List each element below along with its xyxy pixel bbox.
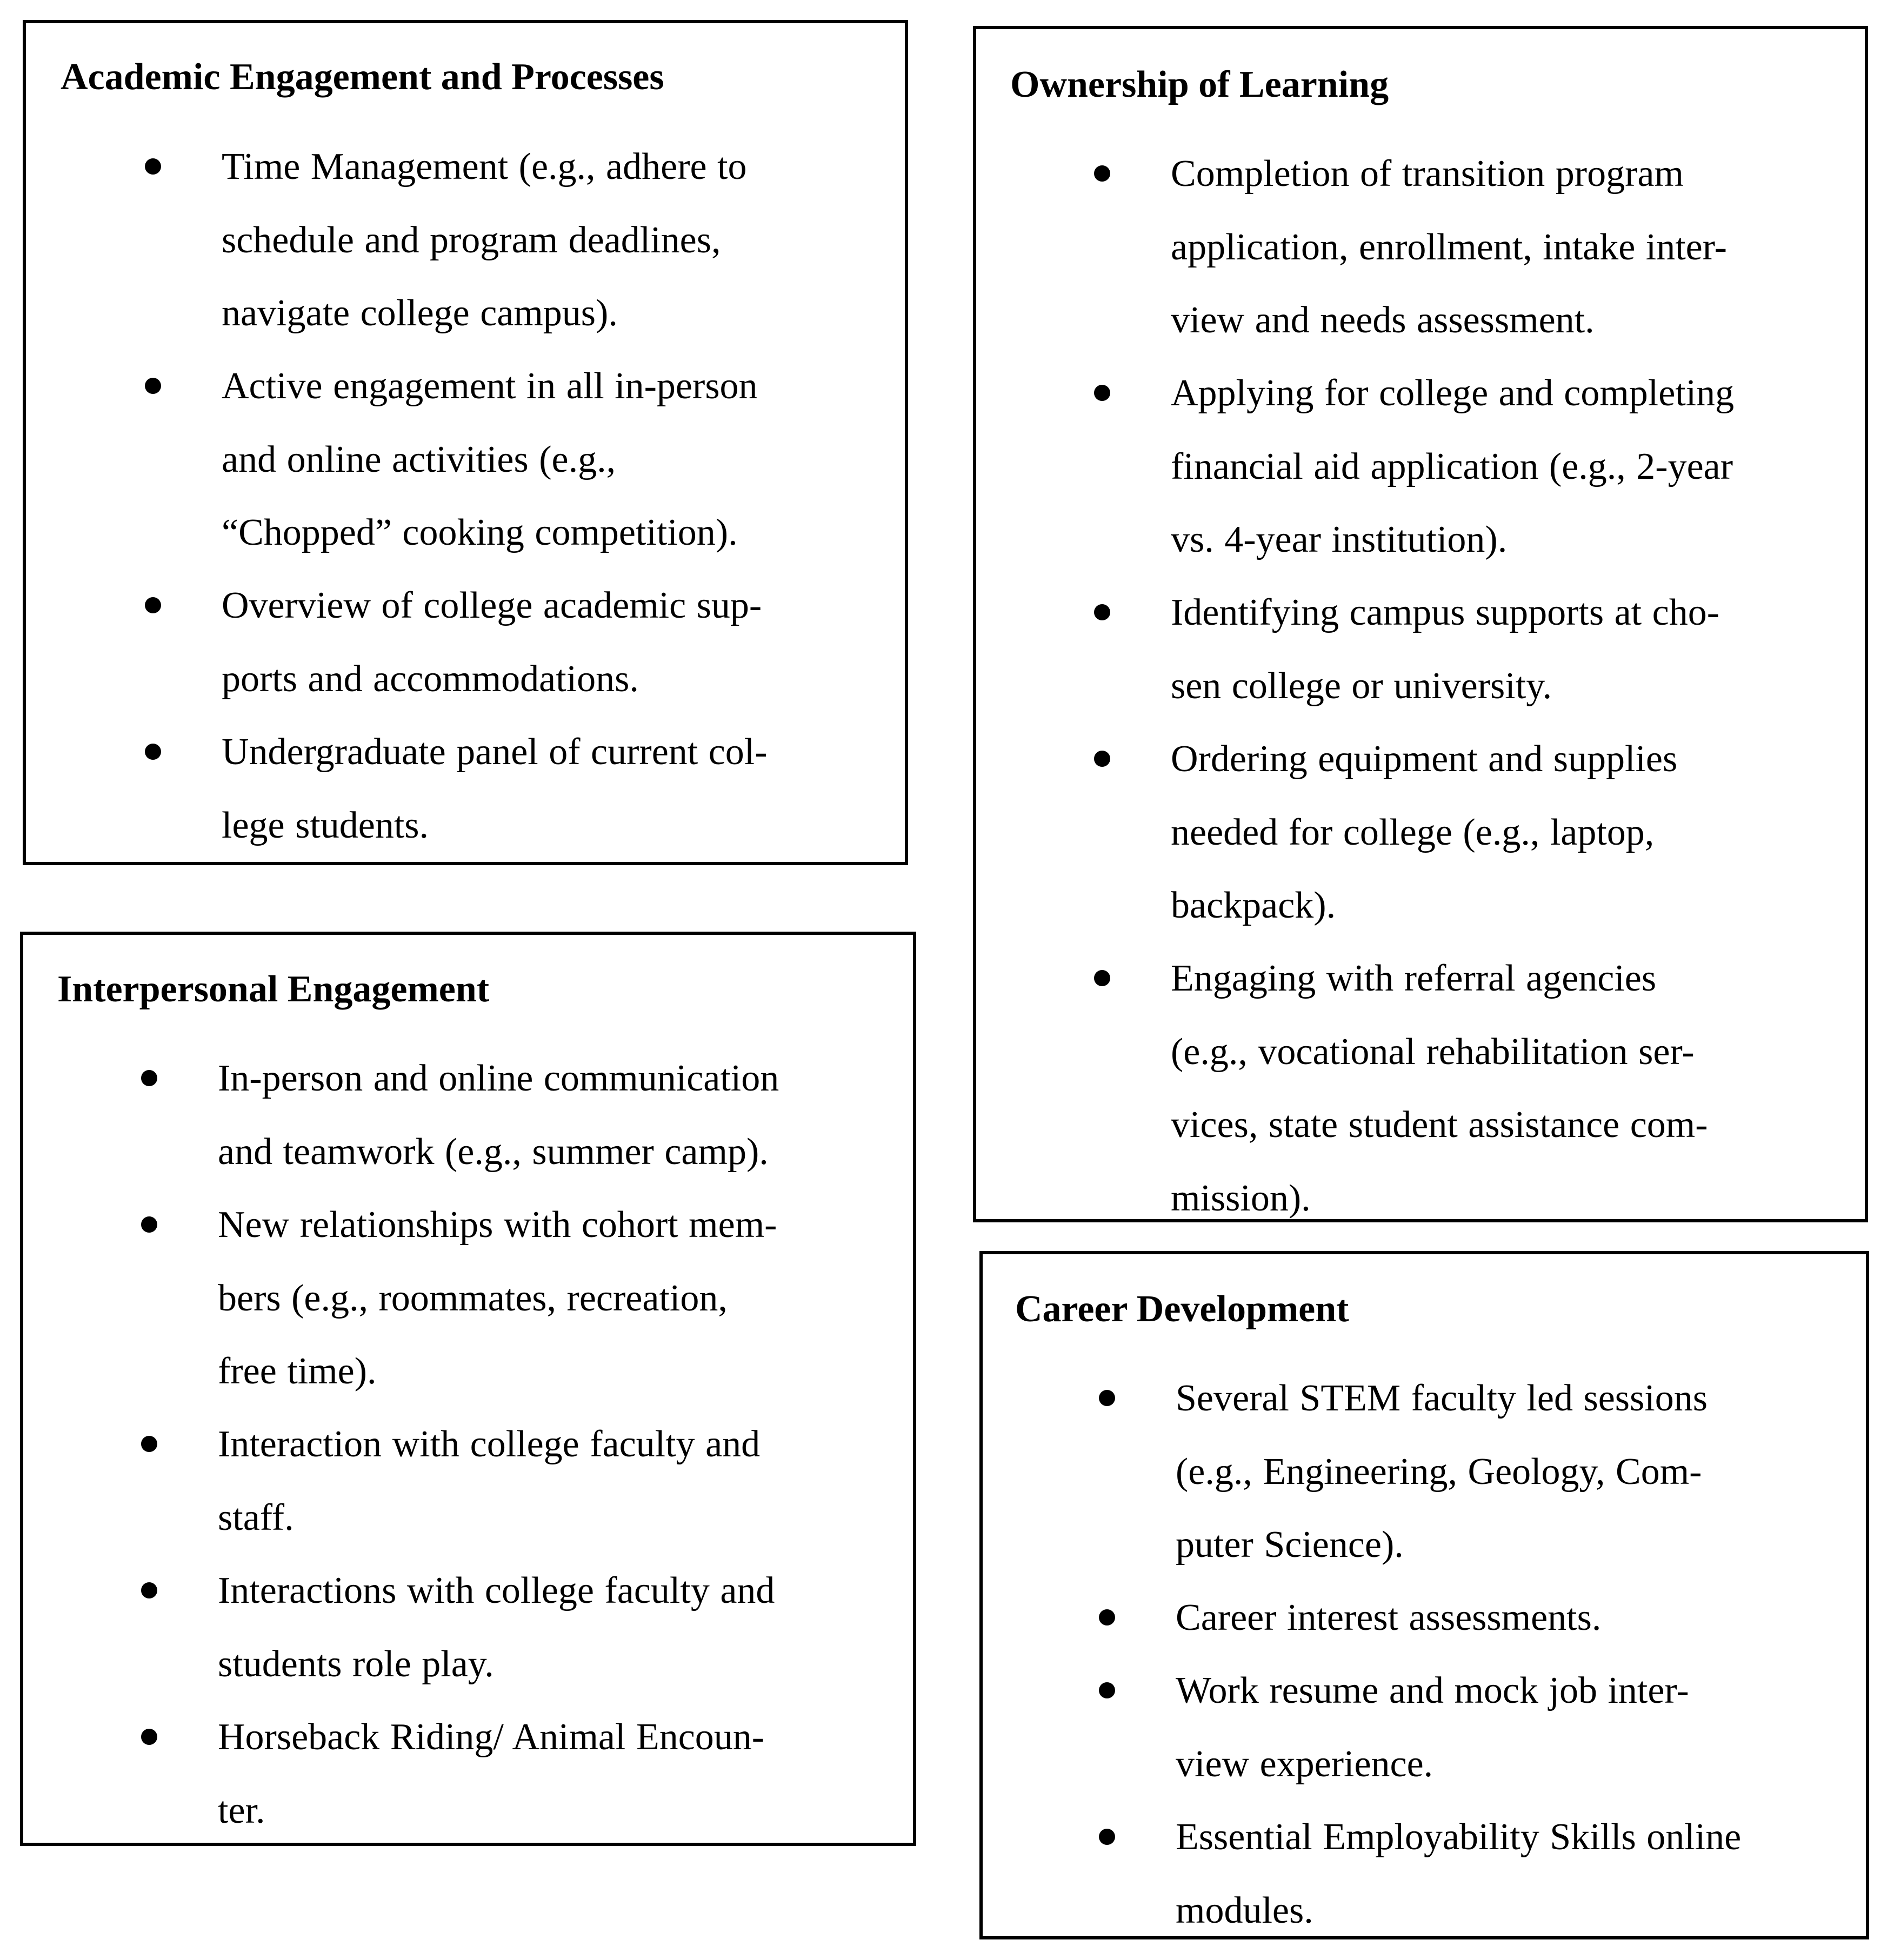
box-title: Interpersonal Engagement bbox=[57, 968, 490, 1010]
item-text-line: navigate college campus). bbox=[222, 292, 618, 334]
item-text-line: sen college or university. bbox=[1171, 665, 1552, 707]
bullet-icon bbox=[1094, 385, 1110, 401]
item-text-line: vs. 4-year institution). bbox=[1171, 519, 1508, 560]
item-text bbox=[218, 1408, 913, 1554]
bullet-icon bbox=[1094, 751, 1110, 767]
bullet-icon bbox=[141, 1216, 157, 1233]
bullet-icon bbox=[1099, 1609, 1115, 1625]
item-text-line: view and needs assessment. bbox=[1171, 299, 1595, 341]
item-text bbox=[222, 715, 905, 862]
bullet-icon bbox=[145, 744, 161, 760]
item-text-line: Several STEM faculty led sessions bbox=[1176, 1377, 1708, 1419]
box-academic-engagement bbox=[23, 20, 908, 865]
item-text-line: In-person and online communication bbox=[218, 1058, 779, 1099]
item-text-line: Applying for college and completing bbox=[1171, 372, 1735, 414]
box-title: Academic Engagement and Processes bbox=[61, 56, 664, 98]
item-text-line: Horseback Riding/ Animal Encoun- bbox=[218, 1716, 765, 1758]
item-text-line: Interactions with college faculty and bbox=[218, 1570, 775, 1611]
bullet-icon bbox=[145, 378, 161, 394]
item-text-line: and teamwork (e.g., summer camp). bbox=[218, 1130, 769, 1173]
item-text-line: Undergraduate panel of current col- bbox=[222, 731, 768, 773]
item-text bbox=[1171, 723, 1865, 942]
item-text-line: Essential Employability Skills online bbox=[1176, 1816, 1742, 1858]
item-text-line: Engaging with referral agencies bbox=[1171, 958, 1657, 999]
item-text-line: puter Science). bbox=[1176, 1524, 1404, 1566]
box-title: Career Development bbox=[1015, 1288, 1349, 1330]
item-text bbox=[218, 1701, 913, 1847]
bullet-icon bbox=[141, 1582, 157, 1598]
item-text bbox=[222, 569, 905, 715]
item-text-line: Work resume and mock job inter- bbox=[1176, 1670, 1689, 1711]
bullet-icon bbox=[145, 597, 161, 613]
item-text-line: and online activities (e.g., bbox=[222, 438, 616, 480]
item-text-line: Career interest assessments. bbox=[1176, 1597, 1602, 1638]
item-text-line: staff. bbox=[218, 1496, 294, 1538]
item-text-line: Identifying campus supports at cho- bbox=[1171, 592, 1720, 633]
bullet-icon bbox=[1099, 1682, 1115, 1698]
box-title: Ownership of Learning bbox=[1010, 64, 1389, 105]
item-text bbox=[1176, 1654, 1866, 1801]
item-text-line: schedule and program deadlines, bbox=[222, 219, 721, 261]
bullet-icon bbox=[1094, 970, 1110, 986]
item-text-line: vices, state student assistance com- bbox=[1171, 1104, 1708, 1146]
item-text bbox=[218, 1554, 913, 1701]
item-text-line: mission). bbox=[1171, 1177, 1311, 1219]
item-text-line: (e.g., vocational rehabilitation ser- bbox=[1171, 1031, 1695, 1073]
item-text-line: free time). bbox=[218, 1350, 377, 1392]
item-text-line: (e.g., Engineering, Geology, Com- bbox=[1176, 1450, 1702, 1493]
bullet-icon bbox=[1094, 165, 1110, 182]
item-text-line: Completion of transition program bbox=[1171, 153, 1684, 195]
item-text bbox=[1176, 1581, 1866, 1655]
bullet-icon bbox=[141, 1070, 157, 1086]
bullet-icon bbox=[141, 1729, 157, 1745]
item-text-line: ter. bbox=[218, 1789, 265, 1831]
bullet-icon bbox=[145, 158, 161, 175]
bullet-icon bbox=[141, 1436, 157, 1452]
item-text bbox=[1171, 942, 1865, 1235]
bullet-icon bbox=[1099, 1829, 1115, 1845]
item-text bbox=[1176, 1362, 1866, 1582]
bullet-icon bbox=[1094, 604, 1110, 620]
bullet-icon bbox=[1099, 1390, 1115, 1406]
item-text-line: Interaction with college faculty and bbox=[218, 1423, 761, 1465]
item-text bbox=[218, 1042, 913, 1188]
item-text bbox=[222, 350, 905, 570]
item-text-line: Active engagement in all in-person bbox=[222, 365, 758, 407]
item-text-line: Overview of college academic sup- bbox=[222, 585, 762, 626]
box-career-development bbox=[979, 1251, 1869, 1939]
box-ownership-of-learning bbox=[973, 26, 1868, 1222]
box-interpersonal-engagement bbox=[20, 932, 916, 1846]
item-text-line: lege students. bbox=[222, 804, 429, 846]
item-text bbox=[1171, 137, 1865, 357]
item-text-line: application, enrollment, intake inter- bbox=[1171, 226, 1727, 268]
item-text bbox=[218, 1188, 913, 1408]
item-text bbox=[1171, 357, 1865, 577]
item-text-line: ports and accommodations. bbox=[222, 658, 639, 700]
item-text-line: modules. bbox=[1176, 1889, 1313, 1931]
item-text-line: bers (e.g., roommates, recreation, bbox=[218, 1277, 728, 1319]
item-text-line: financial aid application (e.g., 2-year bbox=[1171, 445, 1733, 487]
item-text bbox=[1176, 1801, 1866, 1947]
item-text-line: “Chopped” cooking competition). bbox=[222, 512, 738, 553]
item-text-line: Ordering equipment and supplies bbox=[1171, 738, 1678, 780]
item-text-line: Time Management (e.g., adhere to bbox=[222, 146, 747, 188]
item-text bbox=[222, 130, 905, 350]
item-text-line: backpack). bbox=[1171, 885, 1336, 926]
item-text-line: New relationships with cohort mem- bbox=[218, 1204, 777, 1246]
item-text bbox=[1171, 576, 1865, 723]
item-text-line: students role play. bbox=[218, 1643, 494, 1685]
item-text-line: view experience. bbox=[1176, 1743, 1433, 1785]
item-text-line: needed for college (e.g., laptop, bbox=[1171, 811, 1655, 853]
